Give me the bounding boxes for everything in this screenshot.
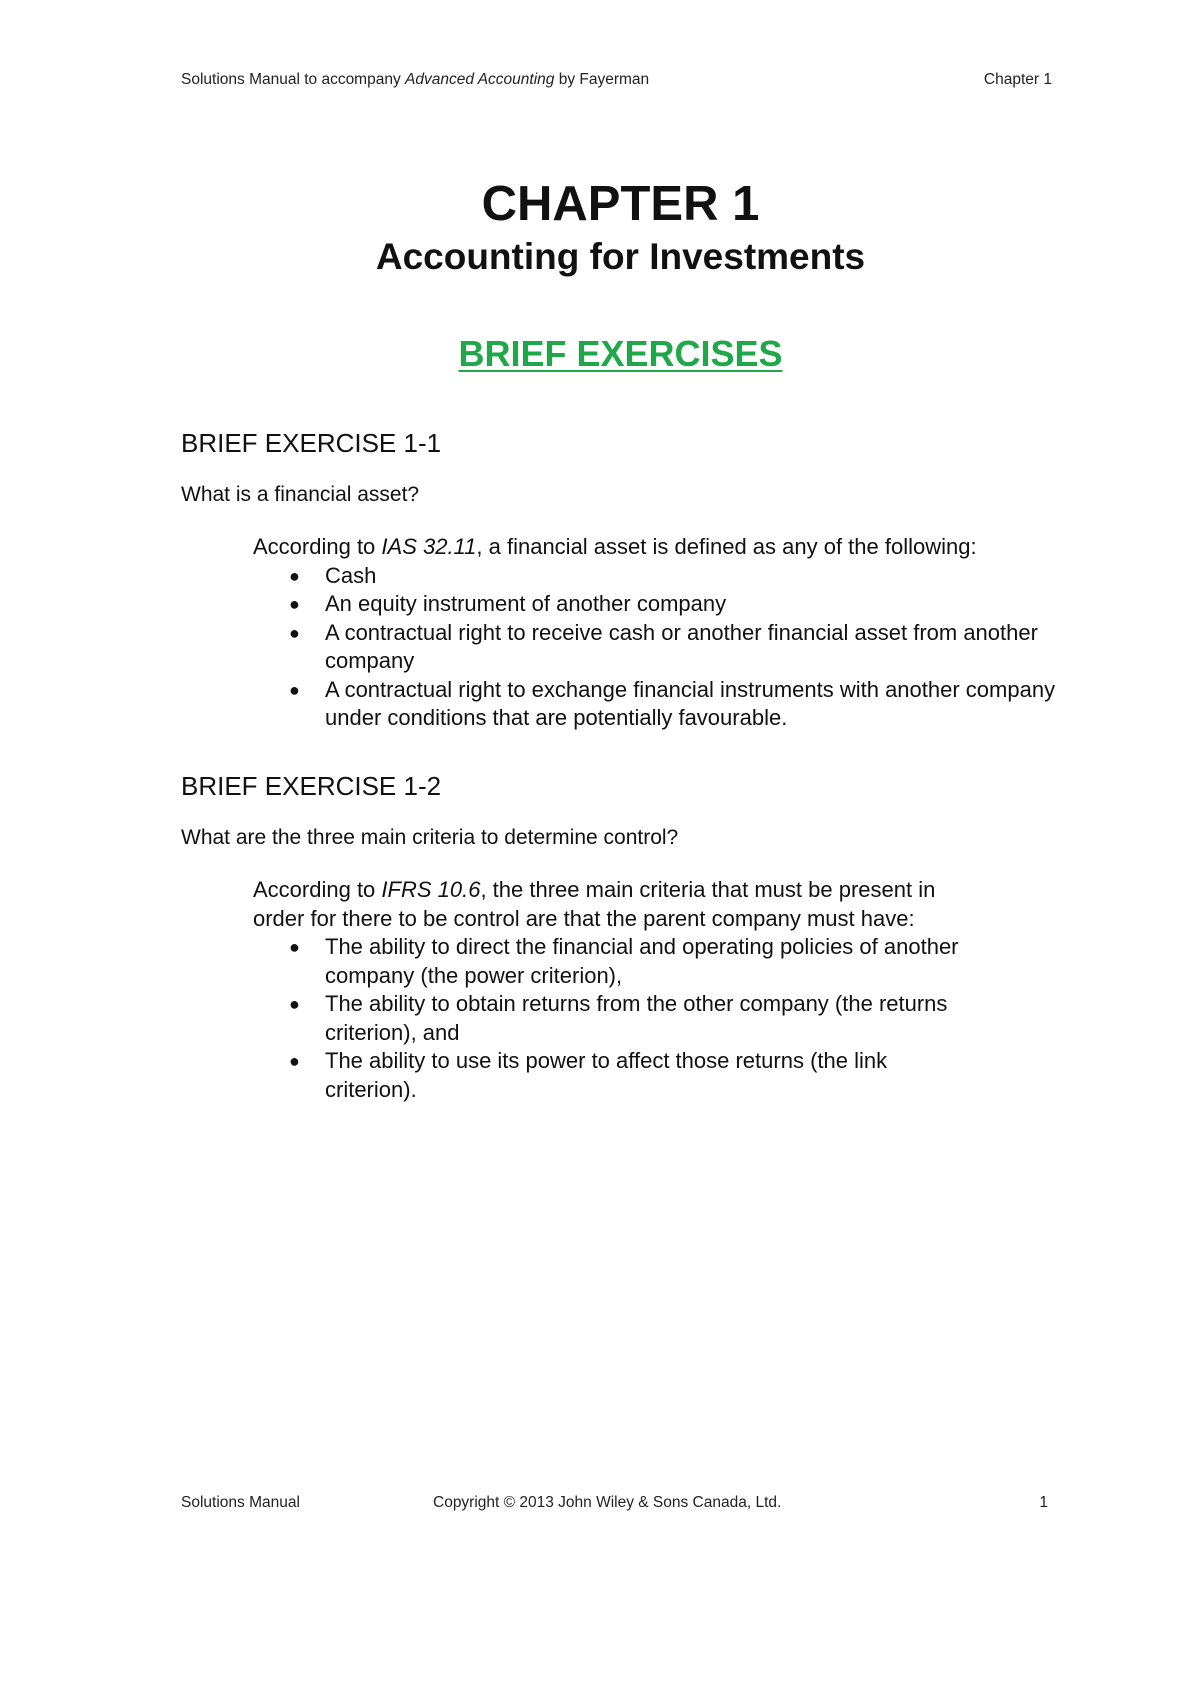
list-item-text: A contractual right to exchange financial instruments with another company under conditions that are potentially favourable. bbox=[325, 676, 1056, 730]
header-book-title: Advanced Accounting bbox=[405, 71, 555, 88]
header-prefix: Solutions Manual to accompany bbox=[181, 71, 406, 88]
bullet-icon: ● bbox=[289, 565, 300, 586]
footer-copyright: Copyright © 2013 John Wiley & Sons Canada, Ltd. bbox=[433, 1494, 782, 1511]
list-item bbox=[253, 590, 1073, 619]
list-item-text: An equity instrument of another company bbox=[325, 591, 727, 616]
answer-bullet-list bbox=[253, 562, 1073, 733]
chapter-subtitle: Accounting for Investments bbox=[375, 236, 866, 277]
list-item bbox=[253, 1047, 973, 1104]
running-header-right: Chapter 1 bbox=[983, 71, 1052, 88]
answer-intro bbox=[253, 533, 1073, 562]
footer-left: Solutions Manual bbox=[181, 1494, 300, 1511]
bullet-icon: ● bbox=[289, 622, 300, 643]
page-number: 1 bbox=[1039, 1494, 1048, 1511]
chapter-title: CHAPTER 1 bbox=[481, 177, 760, 231]
intro-prefix: According to bbox=[253, 877, 382, 902]
intro-prefix: According to bbox=[253, 534, 382, 559]
exercise-question-1-1: What is a financial asset? bbox=[181, 483, 420, 506]
list-item bbox=[253, 990, 973, 1047]
list-item bbox=[253, 562, 1073, 591]
bullet-icon: ● bbox=[289, 994, 300, 1014]
intro-suffix: , the three main criteria that must be present in order for there to be control are that the parent company must have: bbox=[253, 877, 936, 931]
exercise-answer-1-1 bbox=[253, 533, 1073, 733]
list-item-text: The ability to direct the financial and operating policies of another company (the power criterion), bbox=[325, 934, 959, 988]
intro-suffix: , a financial asset is defined as any of the following: bbox=[476, 534, 977, 559]
exercise-heading-1-1: BRIEF EXERCISE 1-1 bbox=[181, 428, 442, 458]
list-item-text: Cash bbox=[325, 562, 377, 588]
list-item bbox=[253, 933, 973, 990]
list-item bbox=[253, 676, 1073, 733]
answer-bullet-list bbox=[253, 933, 973, 1104]
bullet-icon: ● bbox=[289, 679, 300, 700]
bullet-icon: ● bbox=[289, 1051, 300, 1071]
list-item bbox=[253, 619, 1073, 676]
exercise-question-1-2: What are the three main criteria to determine control? bbox=[181, 826, 679, 849]
exercise-answer-1-2 bbox=[253, 876, 973, 1104]
list-item-text: The ability to obtain returns from the other company (the returns criterion), and bbox=[325, 991, 948, 1045]
list-item-text: The ability to use its power to affect those returns (the link criterion). bbox=[325, 1048, 888, 1102]
running-header-left bbox=[181, 70, 649, 90]
header-suffix: by Fayerman bbox=[554, 71, 650, 88]
section-title: BRIEF EXERCISES bbox=[458, 333, 783, 374]
standard-reference: IFRS 10.6 bbox=[381, 877, 481, 902]
bullet-icon: ● bbox=[289, 594, 300, 614]
answer-intro bbox=[253, 876, 973, 933]
list-item-text: A contractual right to receive cash or another financial asset from another company bbox=[325, 619, 1038, 673]
exercise-heading-1-2: BRIEF EXERCISE 1-2 bbox=[181, 771, 442, 801]
bullet-icon: ● bbox=[289, 937, 300, 957]
standard-reference: IAS 32.11 bbox=[381, 534, 477, 559]
